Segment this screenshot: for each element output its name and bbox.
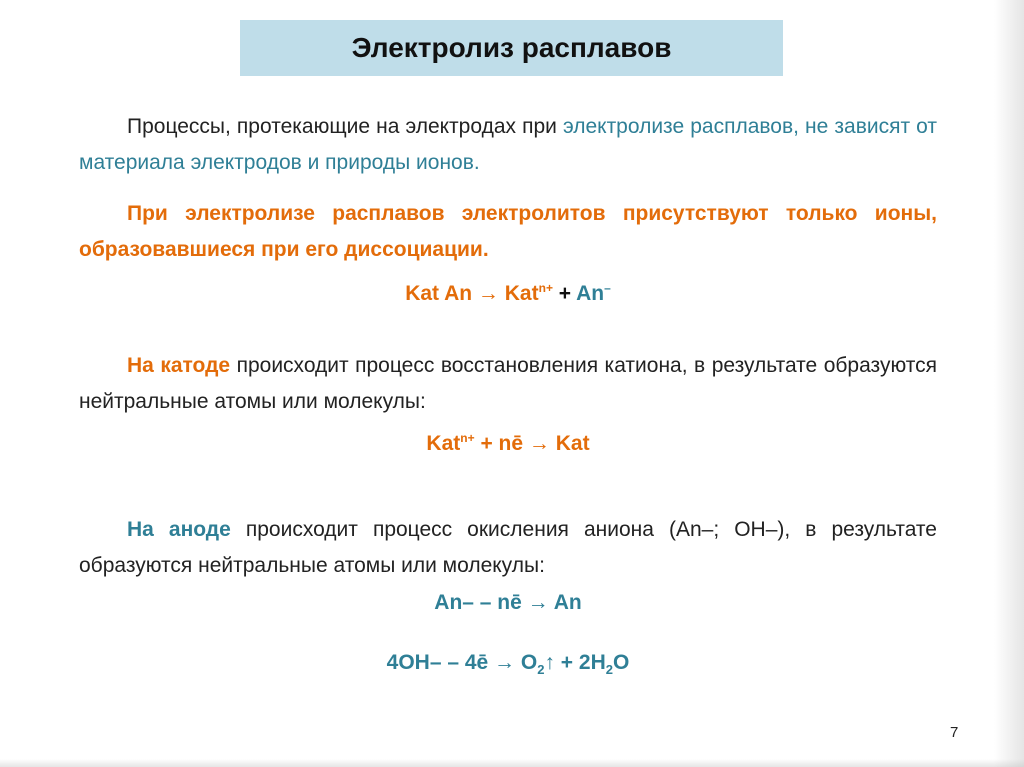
eq1-kat: Kat [504,282,539,305]
cathode-word: катоде [160,354,231,377]
slide-bottom-shadow [0,759,1024,767]
cathode-na: На [127,354,161,377]
equation-anode [79,588,937,618]
eq2-rest: + nē → Kat [474,432,590,455]
paragraph-processes-black: Процессы, протекающие на электродах при [127,115,563,138]
page-number: 7 [950,724,959,741]
equation-cathode [79,423,937,459]
slide-title-text: Электролиз расплавов [351,32,672,63]
equation-dissociation [79,273,937,309]
eq1-plus: + [558,282,572,305]
slide-right-shadow [994,0,1024,767]
paragraph-processes-teal: электролизе расплавов, не зависят от материала электродов и природы ионов. [79,115,937,174]
paragraph-ions [79,196,937,268]
eq4-part3: O [612,651,630,674]
paragraph-cathode [79,348,937,420]
eq1-an: An [576,282,605,305]
eq4-part1: 4OH– – 4ē → O [386,651,538,674]
anode-rest: происходит процесс окисления аниона (An–; OH–), в результате образуются нейтральные атомы или молекулы: [79,518,937,577]
paragraph-ions-text: При электролизе расплавов электролитов присутствуют только ионы, образовавшиеся при его диссоциации. [79,202,937,261]
eq1-an-charge: – [604,281,611,295]
cathode-rest: происходит процесс восстановления катиона, в результате образуются нейтральные атомы или молекулы: [79,354,937,413]
eq1-kat-charge: n+ [538,281,553,295]
paragraph-anode [79,512,937,584]
paragraph-processes [79,109,937,181]
eq3-text: An– – nē → An [434,591,582,614]
eq4-sub2: 2 [605,662,613,677]
eq2-kat-charge: n+ [460,431,475,445]
anode-label: На аноде [127,518,231,541]
eq4-sub1: 2 [537,662,545,677]
slide-title [240,20,783,76]
eq1-kat-an: Kat An → [405,282,499,305]
equation-hydroxide [79,648,937,685]
eq2-kat: Kat [426,432,461,455]
eq4-part2: ↑ + 2H [544,651,606,674]
